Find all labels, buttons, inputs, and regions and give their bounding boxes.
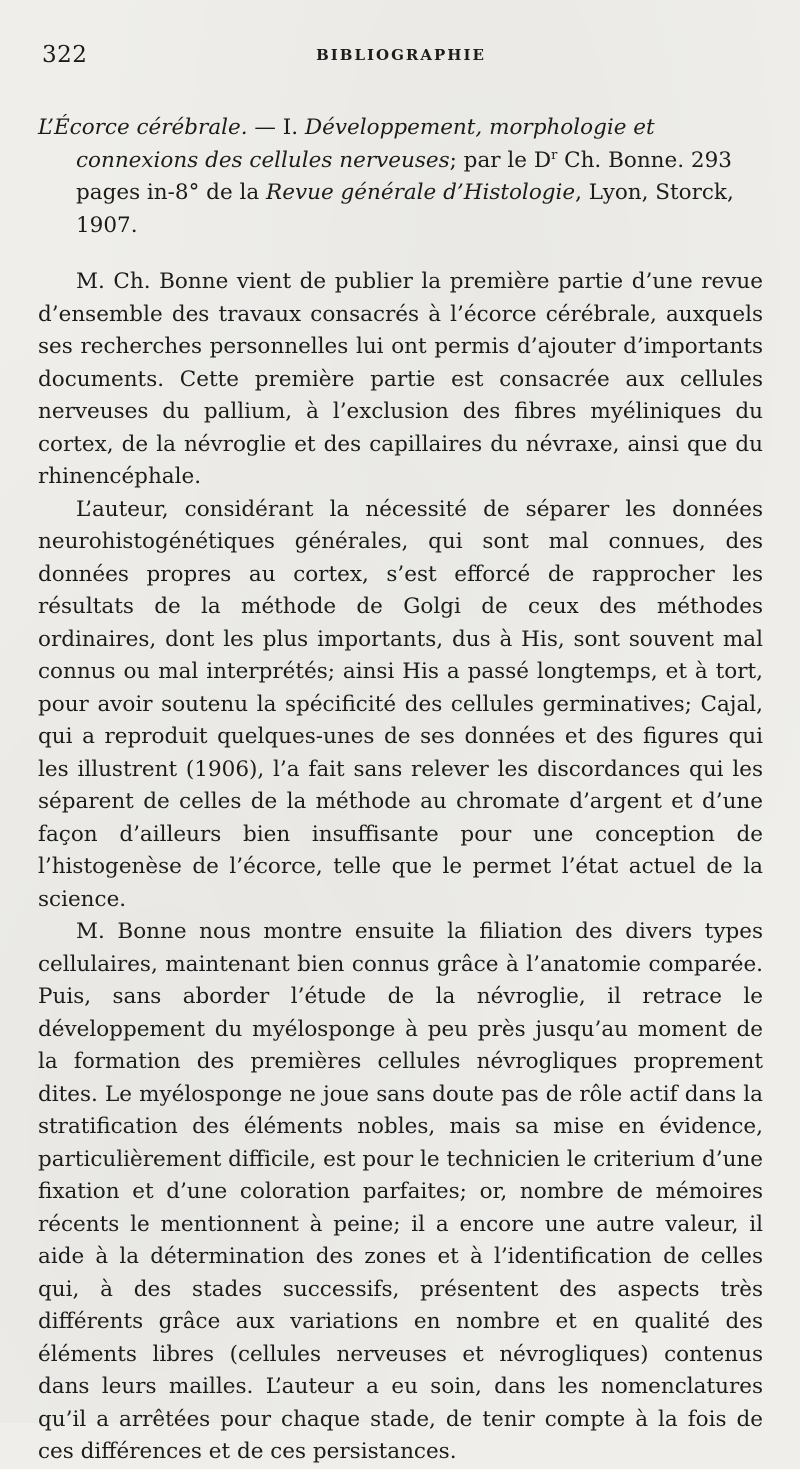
review-text — [38, 112, 763, 1469]
citation-dash: — — [247, 115, 283, 140]
paragraph-3: M. Bonne nous montre ensuite la filiation des divers types cellulaires, maintenant bien connus grâce à l’anatomie comparée. Puis, sans aborder l’étude de la névroglie, il retrace le développement du myélosponge à peu près jusqu’au moment de la formation des premières cellules névrogliques proprement dites. Le myélosponge ne joue sans doute pas de rôle actif dans la stratification des éléments nobles, mais sa mise en évidence, particulièrement difficile, est pour le technicien le criterium d’une fixation et d’une coloration parfaites; or, nombre de mémoires récents le mentionnent à peine; il a encore une autre valeur, il aide à la détermination des zones et à l’identification de celles qui, à des stades successifs, présentent des aspects très différents grâce aux variations en nombre et en qualité des éléments libres (cellules nerveuses et névrogliques) contenus dans leurs mailles. L’auteur a eu soin, dans les nomenclatures qu’il a arrêtées pour chaque stade, de tenir compte à la fois de ces différences et de ces persistances. — [38, 919, 764, 1464]
bibliographic-citation — [38, 112, 763, 242]
citation-journal: Revue générale d’Histologie — [266, 180, 576, 205]
page-number: 322 — [42, 42, 88, 68]
citation-by: ; par le D — [449, 147, 552, 173]
citation-part: I. — [282, 115, 305, 140]
citation-subtitle: Développement, morphologie et connexions des cellules nerveuses — [76, 115, 655, 173]
paragraph-2: L’auteur, considérant la nécessité de séparer les données neurohistogénétiques générales, qui sont mal connues, des données propres au cortex, s’est efforcé de rapprocher les résultats de la méthode de Golgi de ceux des méthodes ordinaires, dont les plus importants, dus à His, sont souvent mal connus ou mal interprétés; ainsi His a passé longtemps, et à tort, pour avoir soutenu la spécificité des cellules germinatives; Cajal, qui a reproduit quelques-unes de ses données et des figures qui les illustrent (1906), l’a fait sans relever les discordances qui les séparent de celles de la méthode au chromate d’argent et d’une façon d’ailleurs bien insuffisante pour une conception de l’histogenèse de l’écorce, telle que le permet l’état actuel de la science. — [38, 496, 763, 912]
page-header — [42, 42, 760, 72]
citation-publisher: , Lyon, Storck, 1907. — [76, 180, 734, 238]
citation-author: Ch. Bonne. 293 pages in-8° de la — [76, 147, 732, 205]
running-head: BIBLIOGRAPHIE — [316, 46, 486, 64]
citation-by-superscript: r — [551, 147, 558, 163]
paragraph-1: M. Ch. Bonne vient de publier la première partie d’une revue d’ensemble des travaux consacrés à l’écorce cérébrale, auxquels ses recherches personnelles lui ont permis d’ajouter d’importants documents. Cette première partie est consacrée aux cellules nerveuses du pallium, à l’exclusion des fibres myéliniques du cortex, de la névroglie et des capillaires du névraxe, ainsi que du rhinencéphale. — [38, 269, 763, 489]
citation-title: L’Écorce cérébrale. — [38, 115, 248, 140]
